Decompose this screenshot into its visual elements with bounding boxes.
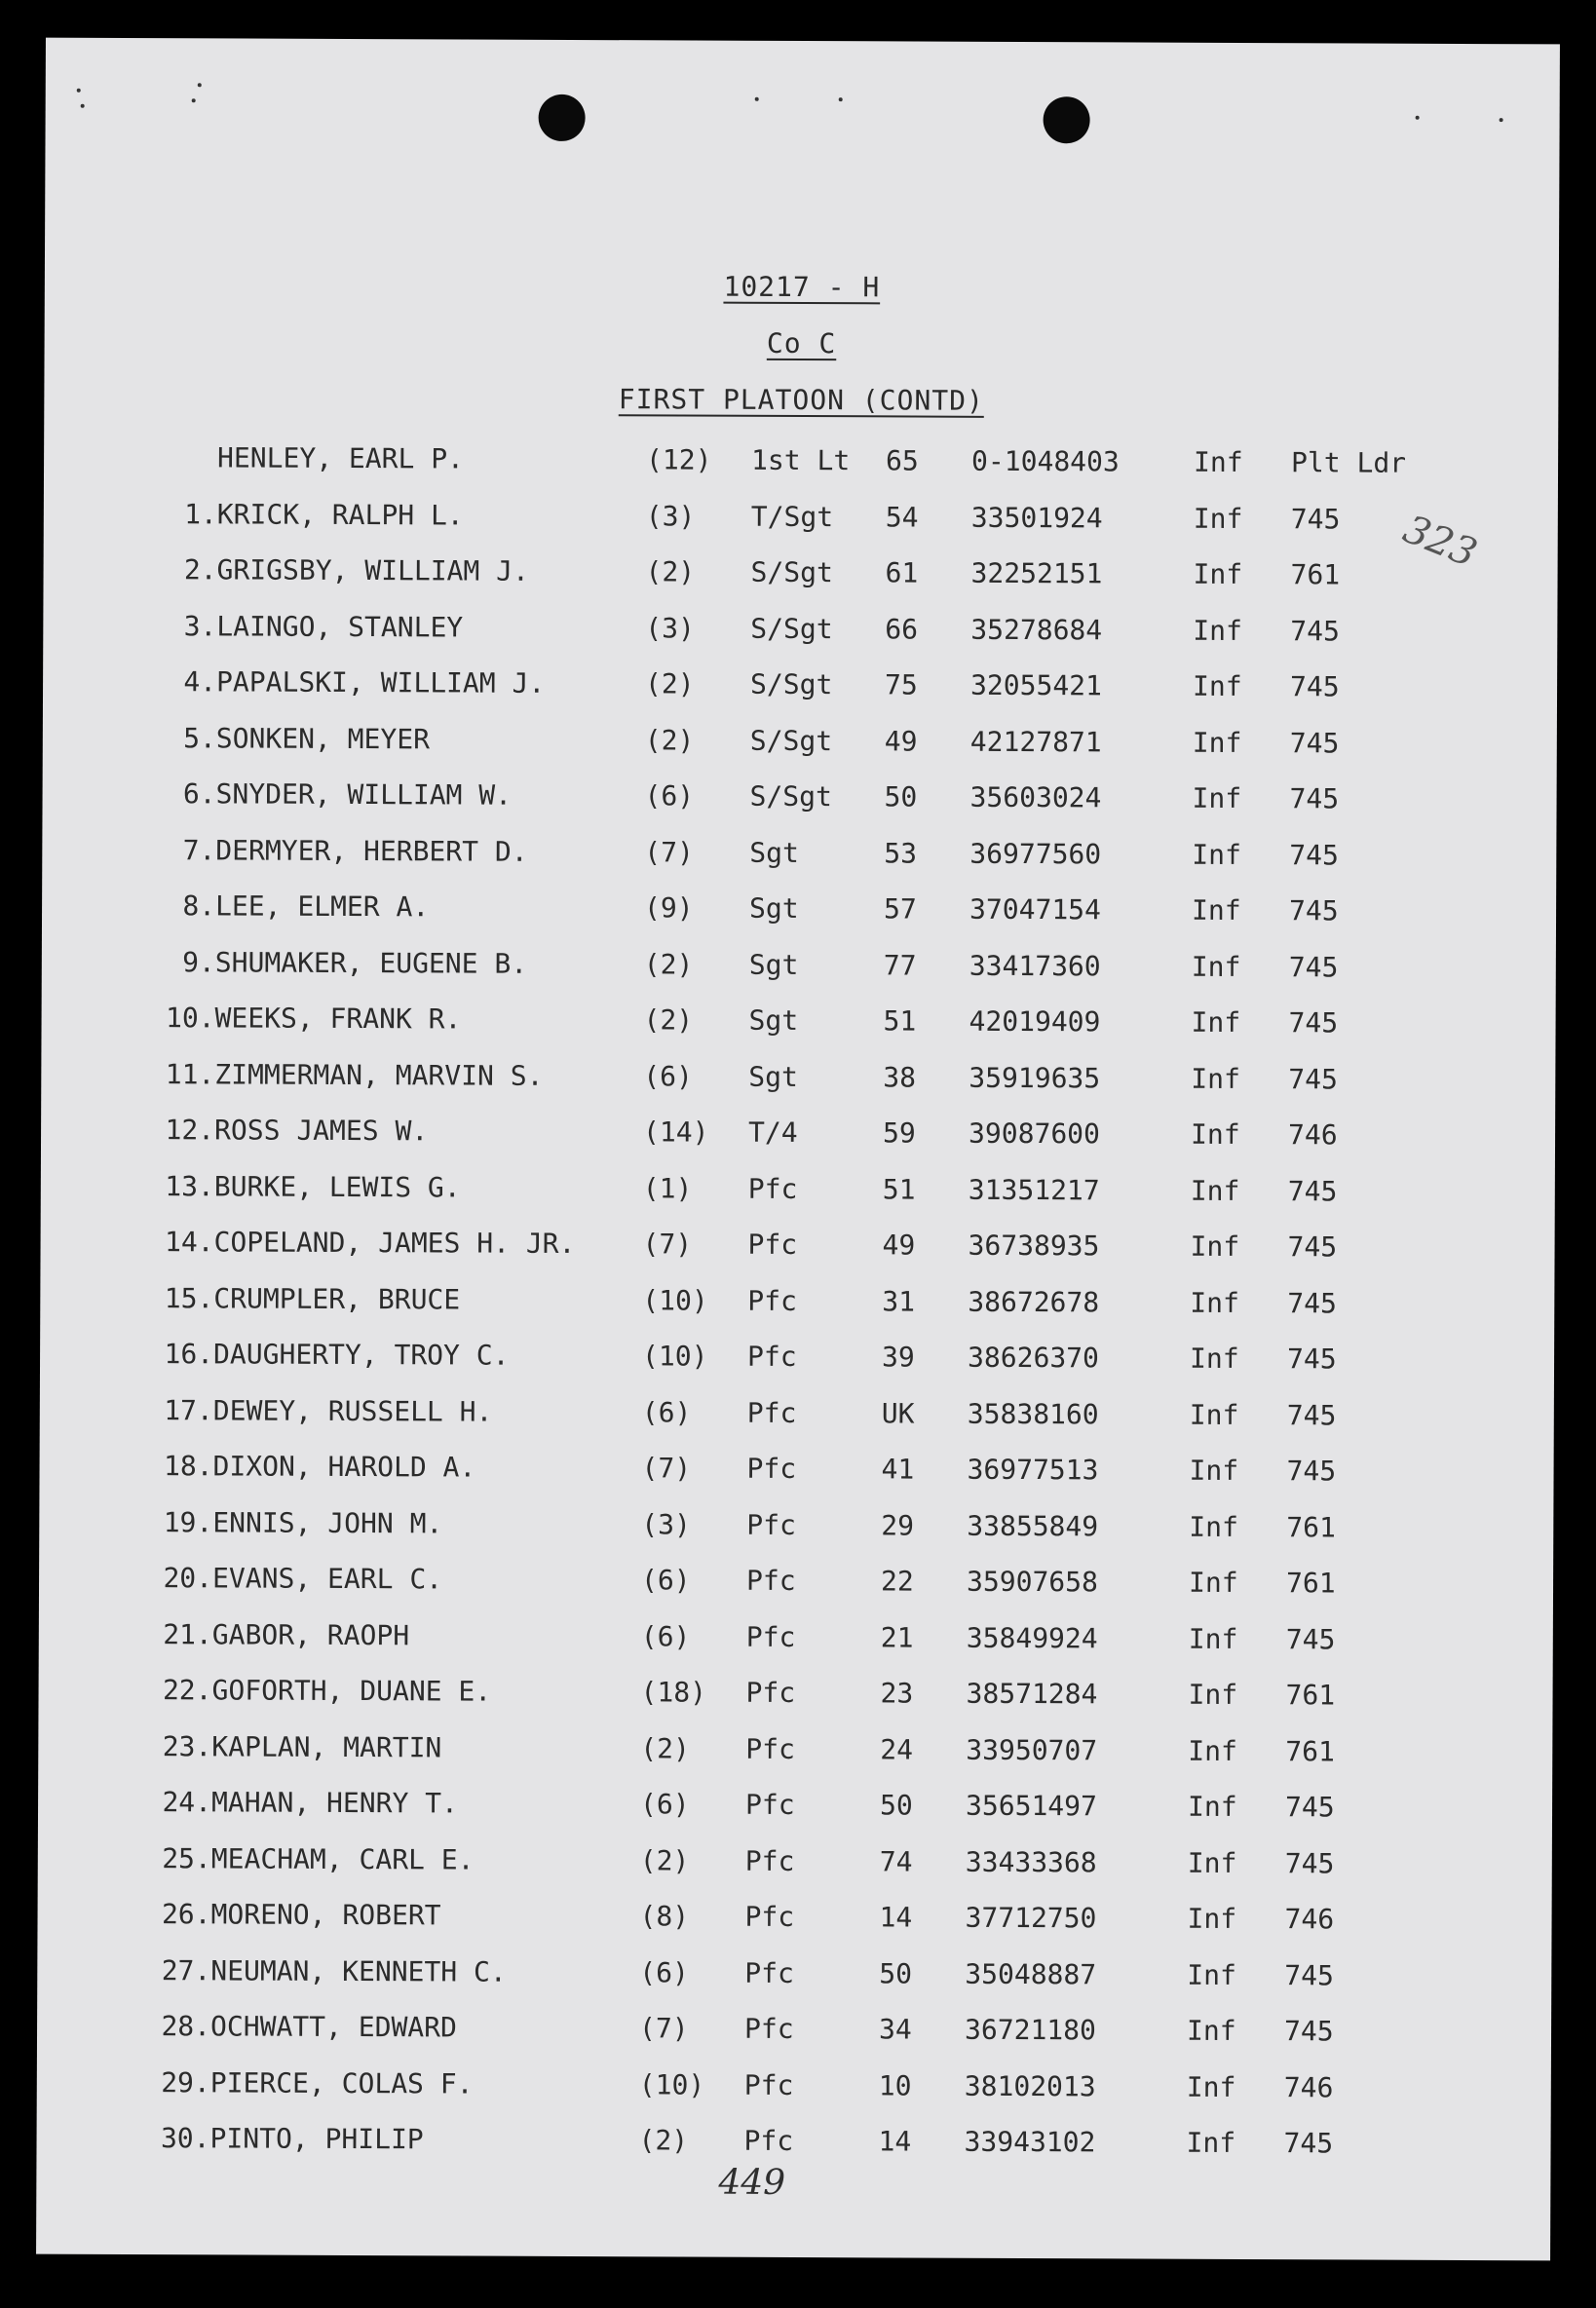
row-post: 761	[1290, 558, 1341, 591]
row-serial: 31351217	[968, 1173, 1100, 1206]
row-arm: Inf	[1186, 2014, 1236, 2047]
row-age: 51	[882, 1172, 916, 1206]
row-age: UK	[881, 1396, 915, 1430]
row-arm: Inf	[1189, 1454, 1239, 1487]
row-code: (2)	[638, 2124, 689, 2157]
row-age: 49	[884, 724, 918, 758]
row-rank: Pfc	[745, 1564, 796, 1597]
row-rank: S/Sgt	[750, 612, 833, 645]
roster-row	[42, 833, 1556, 879]
row-serial: 36977513	[967, 1453, 1099, 1487]
row-age: 74	[879, 1844, 913, 1878]
row-rank: Pfc	[745, 1732, 795, 1765]
row-rank: Pfc	[744, 1844, 795, 1877]
row-num: 22.	[162, 1674, 212, 1707]
row-code: (6)	[639, 1955, 689, 1989]
speck	[839, 97, 843, 101]
roster-row	[40, 1393, 1554, 1439]
row-name: ZIMMERMAN, MARVIN S.	[214, 1057, 544, 1092]
row-age: 29	[881, 1508, 915, 1542]
row-num: 10.	[165, 1002, 215, 1035]
row-serial: 33855849	[967, 1509, 1099, 1542]
row-code: (2)	[643, 1003, 694, 1037]
row-arm: Inf	[1191, 1005, 1241, 1039]
row-serial: 42019409	[969, 1004, 1101, 1039]
row-arm: Inf	[1192, 838, 1241, 871]
row-name: MAHAN, HENRY T.	[210, 1786, 459, 1820]
row-rank: S/Sgt	[750, 555, 833, 589]
row-rank: Sgt	[748, 1060, 798, 1093]
row-num: 14.	[164, 1226, 214, 1259]
row-code: (8)	[639, 1900, 690, 1933]
row-post: 746	[1283, 2070, 1334, 2103]
row-name: MORENO, ROBERT	[210, 1898, 441, 1932]
row-post: 745	[1286, 1455, 1337, 1488]
row-serial: 35838160	[967, 1397, 1099, 1430]
row-arm: Inf	[1193, 557, 1243, 590]
punch-hole	[1044, 96, 1090, 143]
row-code: (3)	[641, 1507, 691, 1541]
section-heading: FIRST PLATOON (CONTD)	[618, 383, 984, 417]
row-post: 745	[1289, 894, 1339, 927]
row-arm: Inf	[1189, 1342, 1239, 1375]
row-rank: T/4	[748, 1116, 798, 1149]
roster-row	[40, 1281, 1554, 1327]
row-post: 745	[1287, 1286, 1337, 1319]
row-num: 19.	[163, 1505, 213, 1538]
row-num: 5.	[183, 721, 216, 754]
speck	[81, 104, 85, 108]
row-arm: Inf	[1190, 1174, 1240, 1207]
row-name: PINTO, PHILIP	[209, 2122, 424, 2156]
row-num: 25.	[162, 1841, 211, 1874]
row-rank: Pfc	[745, 1620, 796, 1653]
row-name: ENNIS, JOHN M.	[212, 1505, 443, 1539]
row-serial: 35919635	[969, 1061, 1101, 1094]
row-code: (1)	[642, 1171, 693, 1205]
row-num: 15.	[164, 1281, 214, 1314]
row-serial: 33943102	[964, 2125, 1096, 2159]
row-serial: 0-1048403	[971, 444, 1120, 478]
row-rank: Sgt	[748, 948, 799, 981]
row-age: 77	[883, 948, 917, 982]
row-post: 745	[1285, 1622, 1336, 1655]
row-num: 20.	[163, 1562, 213, 1595]
row-rank: Pfc	[747, 1284, 797, 1317]
row-arm: Inf	[1189, 1398, 1239, 1431]
row-rank: Pfc	[743, 2124, 794, 2157]
row-age: 10	[878, 2068, 912, 2102]
row-post: 745	[1287, 1230, 1338, 1264]
row-code: (12)	[646, 443, 712, 476]
roster-row	[37, 1953, 1551, 1999]
speck	[77, 89, 81, 93]
row-num: 27.	[161, 1953, 211, 1986]
row-name: CRUMPLER, BRUCE	[213, 1281, 461, 1315]
row-rank: S/Sgt	[749, 779, 832, 813]
row-serial: 33501924	[970, 501, 1103, 534]
row-code: (2)	[645, 667, 695, 700]
row-post: 745	[1289, 782, 1340, 815]
punch-hole	[539, 95, 586, 141]
row-age: 54	[885, 500, 919, 534]
roster-row	[37, 2010, 1551, 2056]
row-code: (6)	[640, 1619, 691, 1653]
row-age: 23	[880, 1677, 914, 1710]
row-serial: 32055421	[970, 668, 1103, 702]
row-post: 761	[1285, 1734, 1335, 1767]
row-serial: 42127871	[969, 725, 1102, 758]
row-code: (7)	[642, 1228, 693, 1261]
row-code: (7)	[641, 1452, 692, 1485]
roster-row	[42, 889, 1556, 935]
row-code: (7)	[644, 835, 694, 869]
row-age: 50	[879, 1789, 913, 1822]
row-name: KRICK, RALPH L.	[216, 497, 464, 531]
row-arm: Inf	[1188, 1566, 1238, 1599]
row-name: DEWEY, RUSSELL H.	[212, 1393, 493, 1428]
row-post: 745	[1290, 502, 1341, 535]
row-rank: S/Sgt	[750, 667, 833, 701]
row-post: 746	[1287, 1118, 1338, 1152]
roster-row	[39, 1450, 1553, 1495]
page-number: 449	[718, 2162, 786, 2203]
row-name: KAPLAN, MARTIN	[211, 1729, 442, 1763]
row-code: (3)	[645, 499, 696, 533]
roster-row	[42, 945, 1556, 991]
roster-row	[37, 1898, 1551, 1944]
row-name: BURKE, LEWIS G.	[213, 1169, 461, 1203]
row-num: 9.	[182, 945, 215, 978]
document-id: 10217 - H	[723, 270, 881, 304]
roster-row	[39, 1562, 1553, 1608]
row-arm: Inf	[1192, 726, 1242, 759]
row-rank: Pfc	[746, 1396, 797, 1429]
row-post: 745	[1290, 670, 1340, 703]
row-age: 75	[885, 668, 918, 701]
row-rank: Pfc	[745, 1676, 796, 1709]
row-age: 22	[880, 1565, 914, 1598]
row-arm: Inf	[1191, 950, 1241, 983]
row-arm: Inf	[1187, 1958, 1236, 1991]
roster-row	[38, 1786, 1552, 1832]
row-rank: S/Sgt	[749, 724, 833, 757]
row-arm: Inf	[1187, 1846, 1237, 1879]
row-arm: Inf	[1187, 1790, 1237, 1823]
row-age: 66	[885, 612, 919, 646]
row-serial: 37047154	[969, 892, 1102, 927]
row-age: 31	[882, 1284, 916, 1318]
row-name: HENLEY, EARL P.	[217, 441, 465, 475]
row-arm: Inf	[1188, 1622, 1238, 1655]
row-post: 745	[1289, 726, 1340, 759]
row-post: 746	[1284, 1903, 1335, 1936]
row-num: 21.	[163, 1617, 212, 1650]
roster-row	[38, 1729, 1552, 1775]
row-post: 745	[1288, 1006, 1339, 1040]
row-post: 761	[1286, 1510, 1336, 1543]
row-post: Plt Ldr	[1291, 446, 1407, 479]
row-age: 59	[883, 1116, 916, 1150]
row-num: 24.	[162, 1786, 212, 1819]
row-post: 745	[1284, 1791, 1335, 1824]
row-rank: Pfc	[747, 1172, 798, 1205]
row-rank: T/Sgt	[750, 500, 834, 533]
speck	[198, 83, 202, 87]
roster-row	[43, 609, 1557, 655]
row-serial: 38672678	[968, 1285, 1100, 1318]
row-age: 34	[878, 2013, 912, 2046]
row-rank: Sgt	[749, 891, 799, 926]
row-serial: 35907658	[966, 1565, 1098, 1599]
row-post: 745	[1287, 1174, 1338, 1207]
row-arm: Inf	[1191, 1062, 1240, 1095]
row-code: (6)	[641, 1395, 692, 1429]
roster-row	[38, 1841, 1552, 1887]
row-post: 745	[1288, 950, 1339, 983]
row-age: 49	[882, 1229, 916, 1262]
row-rank: Pfc	[744, 1956, 794, 1989]
stamp-number: 323	[1396, 507, 1483, 577]
row-num: 11.	[165, 1057, 215, 1090]
row-age: 65	[886, 444, 919, 477]
document-page	[36, 38, 1560, 2261]
row-age: 24	[880, 1732, 914, 1766]
row-code: (9)	[644, 891, 694, 925]
row-post: 745	[1286, 1398, 1337, 1431]
row-arm: Inf	[1186, 2070, 1236, 2103]
row-serial: 35048887	[965, 1957, 1097, 1990]
row-rank: 1st Lt	[751, 443, 851, 477]
row-code: (18)	[640, 1676, 707, 1709]
row-arm: Inf	[1186, 2126, 1236, 2159]
row-age: 53	[884, 836, 918, 870]
row-num: 29.	[161, 2065, 210, 2099]
row-arm: Inf	[1188, 1678, 1238, 1711]
speck	[755, 97, 759, 101]
row-num: 7.	[182, 833, 216, 866]
row-num: 26.	[161, 1898, 211, 1931]
row-name: DAUGHERTY, TROY C.	[213, 1338, 510, 1372]
row-serial: 36977560	[969, 837, 1102, 870]
row-num: 4.	[183, 665, 217, 699]
speck	[1416, 116, 1420, 120]
row-serial: 35849924	[966, 1621, 1098, 1654]
row-num: 28.	[161, 2010, 211, 2043]
row-num: 3.	[183, 609, 217, 642]
row-arm: Inf	[1187, 1902, 1237, 1935]
row-num: 18.	[163, 1450, 213, 1483]
roster-row	[38, 1674, 1552, 1720]
row-name: WEEKS, FRANK R.	[214, 1002, 462, 1036]
row-name: GABOR, RAOPH	[211, 1617, 410, 1651]
row-rank: Pfc	[744, 1900, 795, 1933]
row-code: (14)	[643, 1116, 709, 1149]
roster-row	[44, 441, 1558, 487]
row-num: 17.	[164, 1393, 213, 1426]
row-serial: 38102013	[964, 2069, 1096, 2102]
row-rank: Pfc	[746, 1508, 796, 1541]
row-name: MEACHAM, CARL E.	[210, 1841, 475, 1876]
row-rank: Pfc	[746, 1452, 797, 1485]
roster-row	[39, 1617, 1553, 1663]
row-serial: 33433368	[965, 1845, 1097, 1878]
row-name: SHUMAKER, EUGENE B.	[214, 945, 528, 980]
row-age: 41	[881, 1453, 915, 1486]
row-post: 745	[1284, 1846, 1335, 1879]
row-num: 1.	[184, 497, 217, 530]
roster-row	[43, 721, 1557, 767]
roster-row	[40, 1338, 1554, 1383]
row-name: GRIGSBY, WILLIAM J.	[216, 553, 529, 587]
row-post: 761	[1285, 1679, 1336, 1712]
row-arm: Inf	[1193, 669, 1242, 702]
row-num: 23.	[162, 1729, 212, 1762]
roster-row	[42, 777, 1556, 823]
row-name: PIERCE, COLAS F.	[209, 2065, 474, 2100]
row-post: 745	[1286, 1343, 1337, 1376]
row-post: 761	[1285, 1567, 1336, 1600]
row-code: (10)	[642, 1340, 708, 1373]
row-code: (6)	[640, 1564, 691, 1597]
row-name: LEE, ELMER A.	[215, 889, 430, 924]
row-name: DERMYER, HERBERT D.	[215, 833, 528, 868]
row-rank: Sgt	[749, 836, 799, 869]
row-age: 51	[883, 1004, 917, 1038]
row-arm: Inf	[1190, 1117, 1240, 1151]
row-name: LAINGO, STANLEY	[216, 609, 464, 643]
row-code: (6)	[639, 1788, 690, 1821]
row-rank: Sgt	[748, 1003, 799, 1037]
row-arm: Inf	[1192, 893, 1241, 927]
row-name: GOFORTH, DUANE E.	[211, 1674, 492, 1708]
row-code: (2)	[643, 947, 694, 981]
speck	[1500, 118, 1503, 122]
row-age: 14	[879, 1901, 913, 1934]
row-age: 57	[884, 892, 917, 926]
company-heading: Co C	[766, 326, 837, 360]
row-age: 38	[883, 1060, 917, 1094]
roster-row	[41, 1002, 1555, 1047]
row-code: (2)	[645, 555, 696, 588]
row-post: 745	[1283, 2015, 1334, 2048]
row-serial: 36738935	[968, 1229, 1100, 1263]
row-arm: Inf	[1193, 614, 1242, 647]
row-code: (2)	[644, 723, 695, 757]
row-serial: 38626370	[967, 1341, 1099, 1375]
row-serial: 35651497	[965, 1789, 1097, 1823]
row-rank: Pfc	[746, 1340, 797, 1373]
row-num: 12.	[165, 1114, 215, 1147]
roster-row	[43, 553, 1557, 599]
row-arm: Inf	[1188, 1734, 1237, 1767]
row-post: 745	[1284, 1958, 1334, 1991]
row-code: (2)	[640, 1731, 690, 1765]
roster-row	[39, 1505, 1553, 1551]
row-arm: Inf	[1189, 1510, 1238, 1543]
row-serial: 39087600	[969, 1116, 1101, 1151]
row-name: SNYDER, WILLIAM W.	[215, 777, 513, 812]
roster-row	[41, 1057, 1555, 1103]
row-serial: 33950707	[966, 1733, 1098, 1766]
row-serial: 33417360	[969, 949, 1101, 982]
row-age: 14	[878, 2125, 912, 2158]
row-age: 61	[885, 556, 919, 589]
row-age: 39	[881, 1341, 915, 1374]
row-num: 6.	[182, 777, 216, 811]
row-name: COPELAND, JAMES H. JR.	[213, 1226, 576, 1261]
row-serial: 35603024	[969, 780, 1102, 814]
row-post: 745	[1288, 1062, 1338, 1095]
row-num: 2.	[183, 553, 217, 586]
row-serial: 35278684	[970, 613, 1103, 646]
row-rank: Pfc	[747, 1228, 798, 1261]
roster-row	[43, 665, 1557, 711]
row-rank: Pfc	[744, 1788, 795, 1821]
roster-row	[36, 2122, 1550, 2168]
roster-row	[41, 1114, 1555, 1159]
row-code: (6)	[643, 1059, 693, 1093]
roster-row	[44, 497, 1558, 543]
row-age: 50	[884, 780, 918, 813]
row-arm: Inf	[1194, 445, 1243, 478]
row-code: (7)	[638, 2012, 689, 2045]
row-serial: 32252151	[970, 556, 1103, 590]
roster-row	[41, 1169, 1555, 1215]
row-num: 8.	[182, 889, 216, 923]
row-name: NEUMAN, KENNETH C.	[210, 1953, 507, 1988]
roster-row	[37, 2065, 1551, 2111]
row-post: 745	[1283, 2127, 1334, 2160]
row-age: 21	[880, 1620, 914, 1654]
row-name: OCHWATT, EDWARD	[209, 2010, 458, 2044]
row-name: ROSS JAMES W.	[214, 1114, 429, 1148]
speck	[192, 98, 196, 102]
row-code: (10)	[642, 1283, 708, 1317]
row-code: (6)	[644, 779, 695, 813]
row-arm: Inf	[1190, 1230, 1240, 1263]
row-post: 745	[1289, 838, 1339, 871]
row-arm: Inf	[1193, 502, 1243, 535]
row-code: (2)	[639, 1843, 690, 1877]
row-rank: Pfc	[743, 2068, 794, 2101]
roster-row	[40, 1226, 1554, 1271]
row-name: EVANS, EARL C.	[212, 1562, 443, 1596]
row-arm: Inf	[1190, 1286, 1239, 1319]
row-name: SONKEN, MEYER	[215, 721, 431, 755]
row-serial: 38571284	[966, 1677, 1098, 1711]
row-code: (3)	[645, 611, 695, 645]
row-name: DIXON, HAROLD A.	[212, 1450, 476, 1484]
row-name: PAPALSKI, WILLIAM J.	[216, 665, 546, 700]
row-serial: 36721180	[964, 2013, 1096, 2047]
row-rank: Pfc	[743, 2012, 794, 2045]
row-num: 30.	[160, 2122, 210, 2155]
row-num: 16.	[164, 1338, 214, 1371]
row-age: 50	[879, 1956, 913, 1990]
row-arm: Inf	[1192, 781, 1242, 814]
row-code: (10)	[638, 2067, 705, 2101]
row-num: 13.	[165, 1169, 214, 1202]
row-post: 745	[1290, 614, 1340, 647]
row-serial: 37712750	[965, 1901, 1097, 1935]
